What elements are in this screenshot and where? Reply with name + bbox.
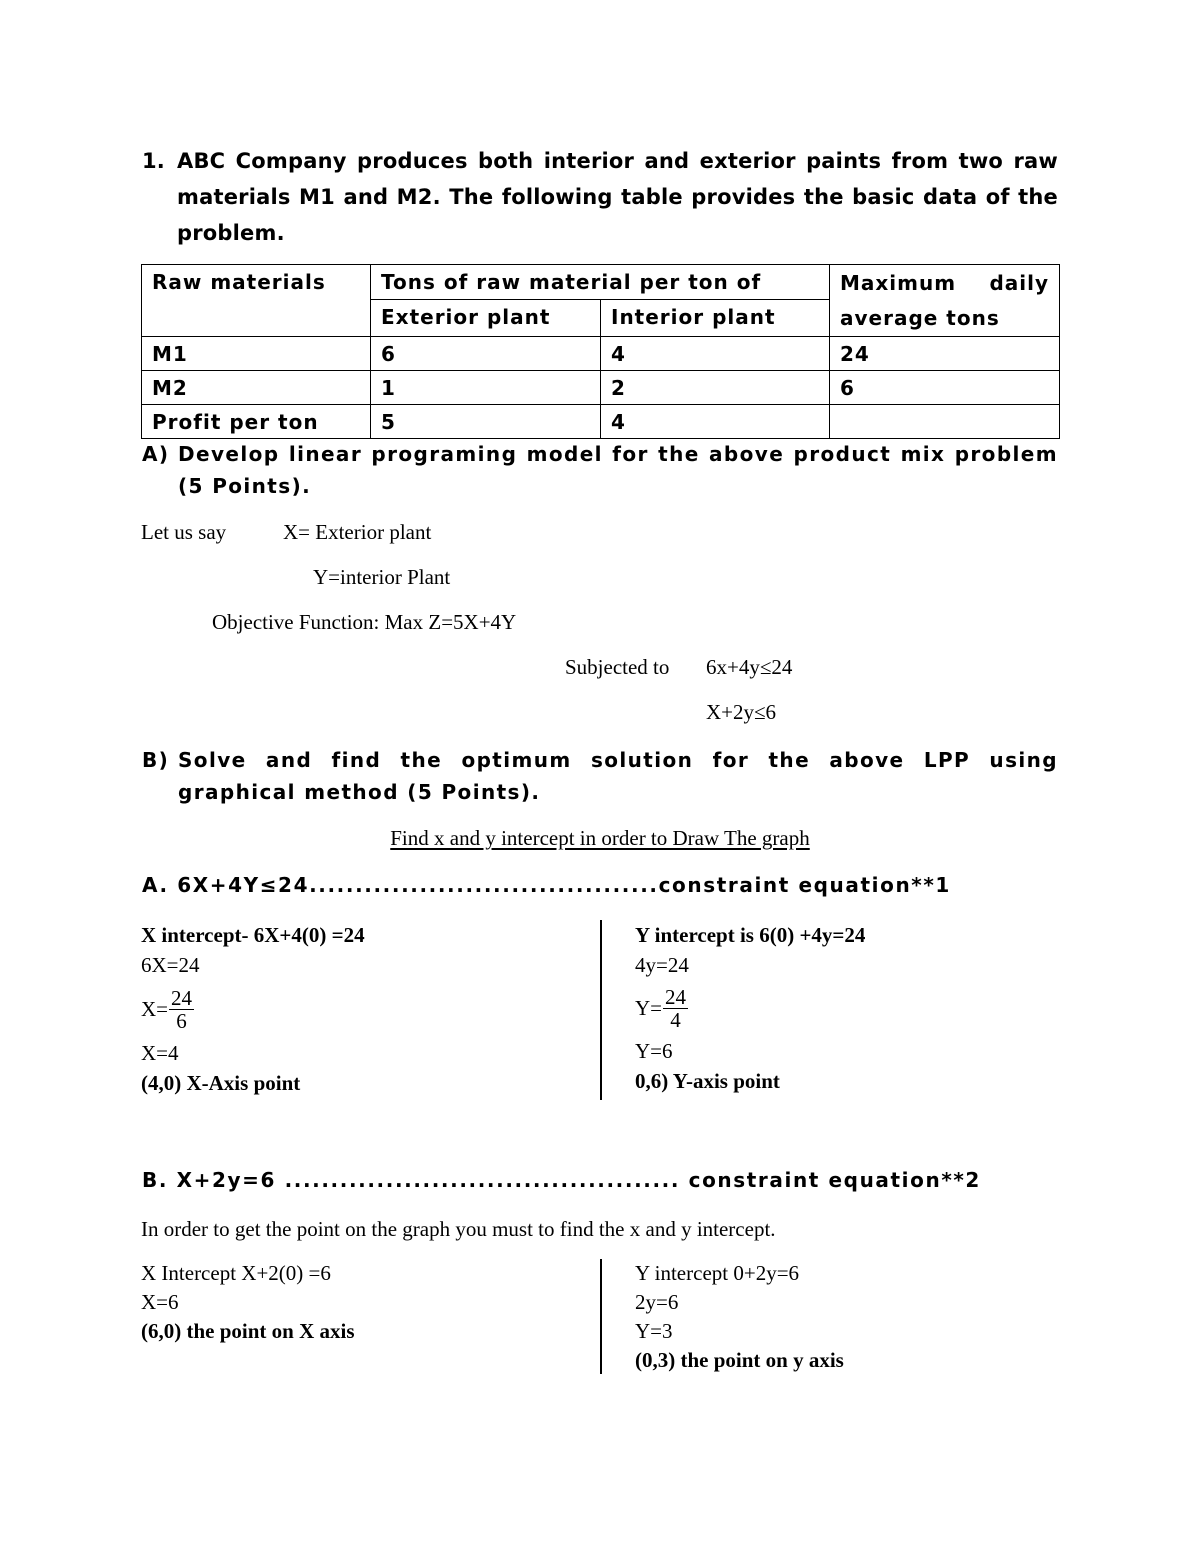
part-b-text: Solve and find the optimum solution for the above LPP using graphical method (5 Points). [178, 748, 1058, 804]
row-max [830, 405, 1060, 439]
eq1-left-line1: X intercept- 6X+4(0) =24 [141, 923, 365, 947]
eq1-left-prefix: X= [141, 997, 169, 1021]
fraction [663, 986, 688, 1031]
part-a-text: Develop linear programing model for the above product mix problem (5 Points). [178, 442, 1058, 498]
eq1-right-line1: Y intercept is 6(0) +4y=24 [635, 923, 866, 947]
table-row [142, 337, 1060, 371]
part-b-heading [142, 744, 1058, 808]
eq1-right-fraction-line [635, 980, 865, 1036]
subjected-to: Subjected to [565, 655, 670, 679]
row-ext: 1 [371, 371, 601, 405]
eq2-x-intercept [141, 1259, 355, 1346]
question-number: 1. [142, 149, 165, 173]
table-row [142, 371, 1060, 405]
eq1-right-line5: 0,6) Y-axis point [635, 1069, 780, 1093]
eq2-left-line2: X=6 [141, 1290, 179, 1314]
fraction-numerator: 24 [665, 984, 687, 1009]
eq2-right-line4: (0,3) the point on y axis [635, 1348, 844, 1372]
header-max-daily [830, 265, 1060, 337]
eq1-left-line4: X=4 [141, 1041, 179, 1065]
question-text: ABC Company produces both interior and exterior paints from two raw materials M1 and M2. The following table provides the basic data of the problem. [177, 149, 1058, 245]
constraint-1-heading: A. 6X+4Y≤24......................................constraint equation**1 [142, 873, 951, 897]
fraction [169, 987, 194, 1032]
part-b-label: B) [142, 748, 170, 772]
find-intercept-title [0, 825, 1200, 851]
header-raw-materials: Raw materials [142, 265, 371, 337]
eq2-right-line3: Y=3 [635, 1319, 673, 1343]
fraction-denominator: 4 [670, 1007, 681, 1032]
eq1-right-line4: Y=6 [635, 1039, 673, 1063]
row-max: 6 [830, 371, 1060, 405]
row-ext: 5 [371, 405, 601, 439]
part-a-label: A) [142, 442, 170, 466]
eq2-y-intercept [635, 1259, 844, 1375]
fraction-numerator: 24 [171, 985, 193, 1010]
row-int: 4 [601, 405, 830, 439]
column-divider [600, 1259, 602, 1374]
eq2-left-line3: (6,0) the point on X axis [141, 1319, 355, 1343]
eq2-right-line1: Y intercept 0+2y=6 [635, 1261, 800, 1285]
row-max: 24 [830, 337, 1060, 371]
eq1-right-prefix: Y= [635, 996, 663, 1020]
fraction-denominator: 6 [176, 1008, 187, 1033]
eq1-left-fraction-line [141, 980, 365, 1038]
eq2-left-line1: X Intercept X+2(0) =6 [141, 1261, 331, 1285]
header-tons: Tons of raw material per ton of [371, 265, 830, 300]
part-a-heading [142, 438, 1058, 502]
table-row [142, 405, 1060, 439]
eq1-x-intercept [141, 920, 365, 1098]
constraint-2-heading: B. X+2y=6 ........................................... constraint equation**2 [142, 1168, 981, 1192]
header-max-word: Maximum [840, 271, 957, 295]
eq1-left-line5: (4,0) X-Axis point [141, 1071, 301, 1095]
header-daily-word: daily [989, 271, 1049, 295]
find-intercept-text: Find x and y intercept in order to Draw The graph [390, 826, 810, 850]
header-exterior: Exterior plant [371, 300, 601, 337]
header-interior: Interior plant [601, 300, 830, 337]
eq1-left-line2: 6X=24 [141, 953, 200, 977]
eq1-right-line2: 4y=24 [635, 953, 689, 977]
let-us-say: Let us say [141, 520, 227, 544]
eq2-right-line2: 2y=6 [635, 1290, 679, 1314]
x-definition: X= Exterior plant [283, 520, 432, 544]
row-int: 2 [601, 371, 830, 405]
constraint-1: 6x+4y≤24 [706, 655, 793, 679]
eq2-intro: In order to get the point on the graph you must to find the x and y intercept. [141, 1217, 776, 1241]
question-heading [142, 143, 1058, 251]
row-name: Profit per ton [142, 405, 371, 439]
header-average-tons: average tons [840, 306, 1000, 330]
row-ext: 6 [371, 337, 601, 371]
y-definition: Y=interior Plant [313, 565, 451, 589]
objective-function: Objective Function: Max Z=5X+4Y [212, 610, 517, 634]
eq1-y-intercept [635, 920, 865, 1096]
row-int: 4 [601, 337, 830, 371]
row-name: M2 [142, 371, 371, 405]
raw-materials-table [141, 264, 1060, 439]
row-name: M1 [142, 337, 371, 371]
column-divider [600, 920, 602, 1100]
constraint-2: X+2y≤6 [706, 700, 777, 724]
